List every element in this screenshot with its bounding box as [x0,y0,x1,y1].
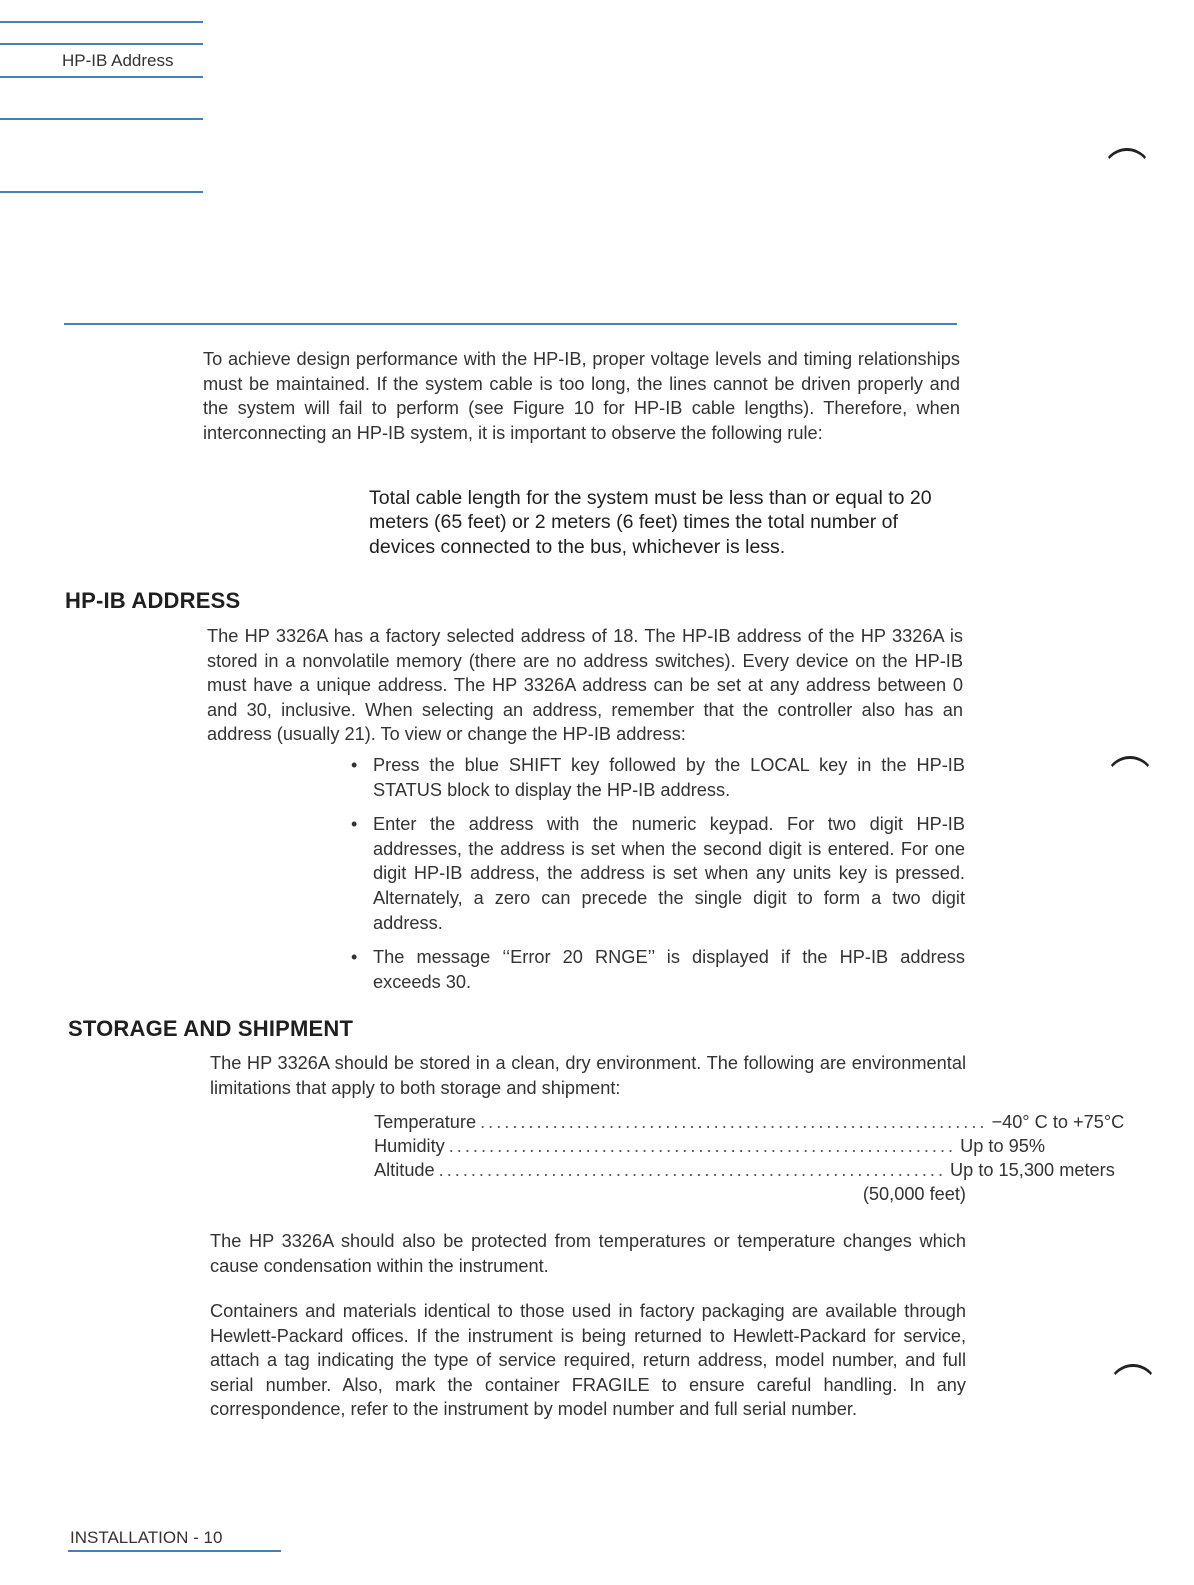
punch-hole-top [1102,148,1152,199]
storage-paragraph-1: The HP 3326A should be stored in a clean, dry environment. The following are environmental limitations that apply to both storage and shipment: [210,1053,966,1098]
intro-paragraph: To achieve design performance with the HP-IB, proper voltage levels and timing relationships must be maintained. If the system cable is too long, the lines cannot be driven properly and the system will fail to perform (see Figure 10 for HP-IB cable lengths). Therefore, when interconnecting an HP-IB system, it is important to observe the following rule: [203,349,960,443]
spec-row-humidity: Humidity ............................................................... Up to 95% [374,1136,1046,1156]
header-rule-3 [0,76,203,78]
hpib-address-heading: HP-IB ADDRESS [65,588,241,613]
storage-paragraph-2: The HP 3326A should also be protected from temperatures or temperature changes which cause condensation within the instrument. [210,1231,966,1276]
punch-hole-bottom [1108,1364,1158,1415]
list-item: • Press the blue SHIFT key followed by the LOCAL key in the HP-IB STATUS block to display the HP-IB address. [351,755,965,800]
hpib-address-steps [345,753,965,1004]
section-divider [64,323,957,325]
punch-hole-middle [1105,756,1155,807]
header-rule-4 [0,118,203,120]
bullet-icon: • [351,814,358,835]
altitude-feet: (50,000 feet) [862,1184,966,1204]
list-item: • Enter the address with the numeric keypad. For two digit HP-IB addresses, the address is set when the second digit is entered. For one digit HP-IB address, the address is set when any units key is pressed. Alternately, a zero can precede the single digit to form a two digit address. [351,814,965,933]
header-rule-1 [0,21,203,23]
hpib-address-paragraph: The HP 3326A has a factory selected address of 18. The HP-IB address of the HP 3326A is stored in a nonvolatile memory (there are no address switches). Every device on the HP-IB must have a unique address. The HP 3326A address can be set at any address between 0 and 30, inclusive. When selecting an address, remember that the controller also has an address (usually 21). To view or change the HP-IB address: [207,626,963,745]
footer-rule [68,1550,281,1552]
bullet-icon: • [351,947,358,968]
cable-length-rule: Total cable length for the system must be less than or equal to 20 meters (65 feet) or 2 meters (6 feet) times the total number of devices connected to the bus, whichever is less. [369,487,932,558]
spec-row-altitude: Altitude ............................................................... Up to 15,300 meters [374,1160,1115,1180]
section-tag: HP-IB Address [62,51,174,70]
list-item: • The message ‘‘Error 20 RNGE’’ is displayed if the HP-IB address exceeds 30. [351,947,965,992]
storage-paragraph-3: Containers and materials identical to those used in factory packaging are available through Hewlett-Packard offices. If the instrument is being returned to Hewlett-Packard for service, attach a tag indicating the type of service required, return address, model number, and full serial number. Also, mark the container FRAGILE to ensure careful handling. In any correspondence, refer to the instrument by model number and full serial number. [210,1301,966,1420]
header-rule-5 [0,191,203,193]
bullet-icon: • [351,755,358,775]
storage-heading: STORAGE AND SHIPMENT [68,1016,354,1041]
environmental-specs [374,1110,1125,1206]
spec-row-temperature: Temperature ............................................................... −40° C to +75°C [374,1112,1125,1132]
header-rule-2 [0,43,203,45]
page-footer: INSTALLATION - 10 [70,1528,223,1547]
